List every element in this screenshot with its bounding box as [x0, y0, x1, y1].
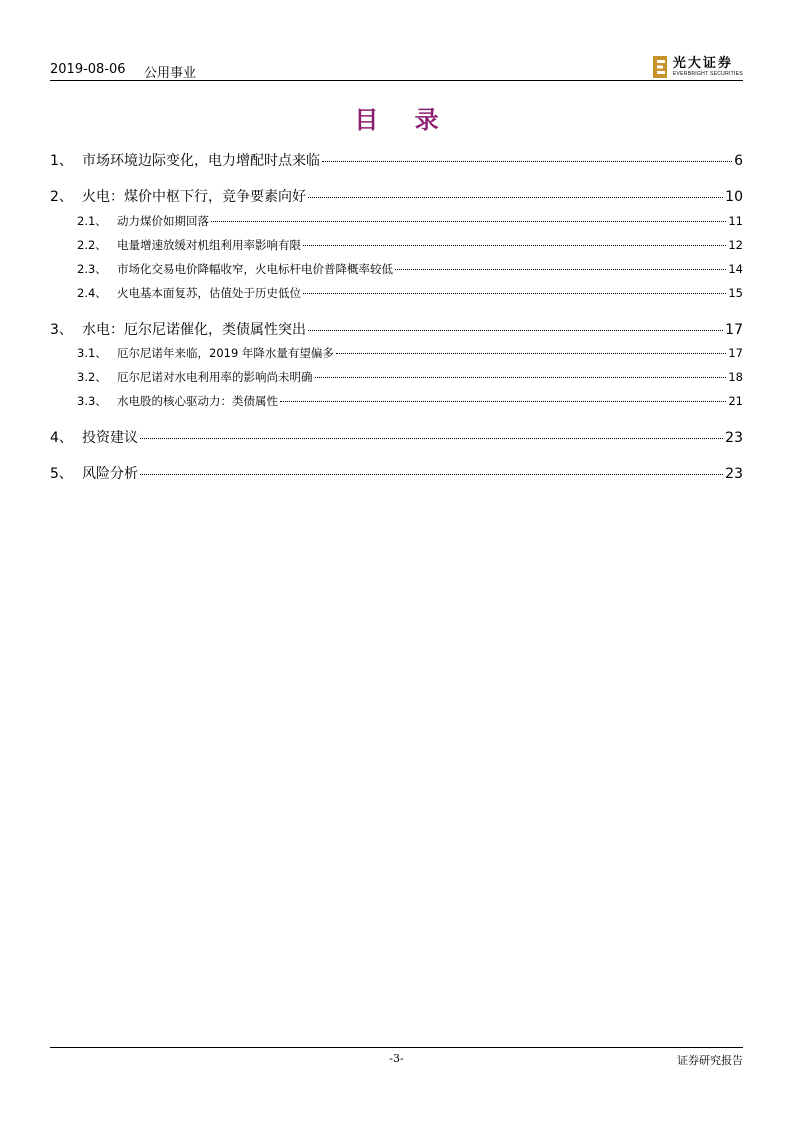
toc-entry-label: 市场化交易电价降幅收窄，火电标杆电价普降概率较低 [117, 262, 393, 276]
toc-entry[interactable] [50, 369, 743, 385]
toc-entry-page: 10 [725, 189, 743, 205]
footer-divider [50, 1047, 743, 1048]
report-date: 2019-08-06 [50, 62, 126, 77]
toc-entry-label: 风险分析 [82, 466, 138, 482]
toc-entry-number: 4、 [50, 430, 73, 446]
toc-entry-number: 1、 [50, 153, 73, 169]
header-divider [50, 80, 743, 81]
toc-dot-leader [395, 269, 726, 270]
toc-entry-number: 3.1、 [77, 346, 107, 360]
toc-entry[interactable] [50, 319, 743, 339]
toc-entry[interactable] [50, 150, 743, 170]
toc-entry[interactable] [50, 345, 743, 361]
toc-entry-label: 厄尔尼诺对水电利用率的影响尚未明确 [117, 370, 313, 384]
toc-title: 目 录 [354, 106, 453, 134]
toc-dot-leader [280, 401, 726, 402]
toc-dot-leader [140, 474, 723, 475]
toc-entry-number: 5、 [50, 466, 73, 482]
page-header [50, 58, 743, 82]
toc-entry-page: 17 [725, 322, 743, 338]
toc-dot-leader [308, 330, 723, 331]
toc-entry-label: 投资建议 [82, 430, 138, 446]
toc-dot-leader [303, 293, 726, 294]
toc-entry-page: 14 [728, 262, 743, 276]
sector-label: 公用事业 [144, 66, 197, 81]
toc-entry-page: 15 [728, 286, 743, 300]
footer-report-type: 证券研究报告 [677, 1054, 743, 1067]
toc-entry-page: 23 [725, 466, 743, 482]
toc-entry[interactable] [50, 285, 743, 301]
toc-entry-number: 3.2、 [77, 370, 107, 384]
toc-dot-leader [308, 197, 723, 198]
toc-entry[interactable] [50, 237, 743, 253]
toc-entry-number: 2.3、 [77, 262, 107, 276]
toc-entry-page: 6 [734, 153, 743, 169]
toc-entry-page: 17 [728, 346, 743, 360]
toc-entry-label: 水电股的核心驱动力：类债属性 [117, 394, 278, 408]
toc-entry-label: 市场环境边际变化，电力增配时点来临 [82, 153, 320, 169]
toc-entry[interactable] [50, 261, 743, 277]
toc-dot-leader [315, 377, 727, 378]
toc-entry-number: 2.1、 [77, 214, 107, 228]
footer-page-number: -3- [389, 1052, 404, 1065]
toc-entry-number: 3、 [50, 322, 73, 338]
toc-entry-label: 厄尔尼诺年来临，2019 年降水量有望偏多 [117, 346, 334, 360]
toc-entry[interactable] [50, 463, 743, 483]
toc-entry-label: 动力煤价如期回落 [117, 214, 209, 228]
toc-entry-label: 火电基本面复苏，估值处于历史低位 [117, 286, 301, 300]
toc-entry-page: 18 [728, 370, 743, 384]
logo-mark-icon [653, 56, 667, 78]
toc-entry-number: 3.3、 [77, 394, 107, 408]
toc-entry[interactable] [50, 393, 743, 409]
toc-dot-leader [211, 221, 726, 222]
logo-english-name: EVERBRIGHT SECURITIES [672, 71, 743, 77]
toc-entry[interactable] [50, 186, 743, 206]
toc-entry-number: 2.4、 [77, 286, 107, 300]
toc-entry[interactable] [50, 213, 743, 229]
toc-entry-page: 21 [728, 394, 743, 408]
toc-entry[interactable] [50, 427, 743, 447]
toc-dot-leader [336, 353, 726, 354]
toc-dot-leader [140, 438, 723, 439]
toc-entry-page: 23 [725, 430, 743, 446]
toc-entry-page: 12 [728, 238, 743, 252]
toc-entry-number: 2、 [50, 189, 73, 205]
toc-entry-label: 火电：煤价中枢下行，竞争要素向好 [82, 189, 306, 205]
toc-entry-label: 水电：厄尔尼诺催化，类债属性突出 [82, 322, 306, 338]
company-logo [653, 52, 743, 82]
toc-entry-page: 11 [728, 214, 743, 228]
logo-chinese-name: 光大证券 [672, 56, 733, 71]
toc-dot-leader [303, 245, 726, 246]
toc-dot-leader [322, 161, 732, 162]
toc-entry-label: 电量增速放缓对机组利用率影响有限 [117, 238, 301, 252]
toc-entry-number: 2.2、 [77, 238, 107, 252]
